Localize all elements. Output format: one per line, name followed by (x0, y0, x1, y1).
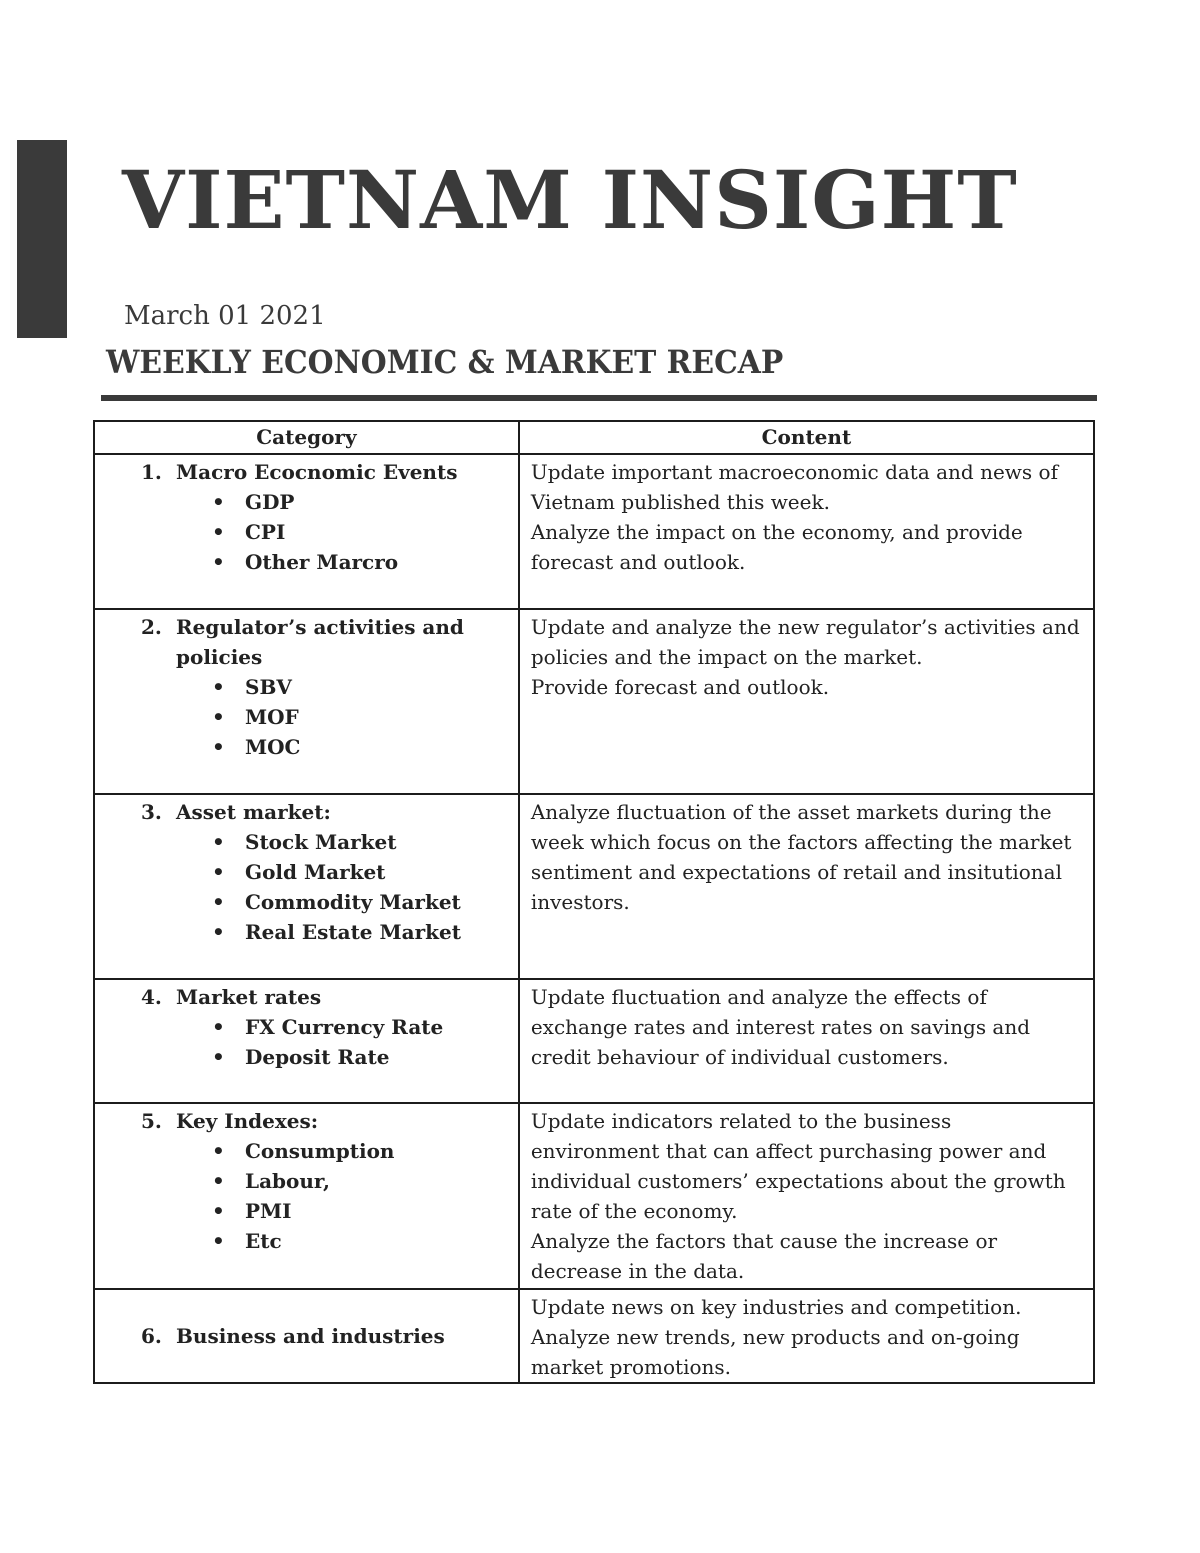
category-subitems (141, 1136, 518, 1256)
list-item: • Consumption (212, 1136, 518, 1166)
content-cell (519, 609, 1094, 794)
table-row (94, 1289, 1094, 1383)
category-number: 4. (141, 985, 162, 1009)
content-paragraph: Analyze the impact on the economy, and provide forecast and outlook. (530, 520, 1023, 574)
category-title: Market rates (176, 985, 322, 1009)
bullet-icon: • (212, 675, 225, 699)
category-title: Business and industries (176, 1324, 445, 1348)
table-row (94, 794, 1094, 979)
content-cell (519, 1103, 1094, 1289)
bullet-icon: • (212, 550, 225, 574)
category-number: 5. (141, 1109, 162, 1133)
bullet-icon: • (212, 830, 225, 854)
category-subitems (141, 1012, 518, 1072)
category-number: 6. (141, 1324, 162, 1348)
category-cell (94, 794, 519, 979)
list-item: • Other Marcro (212, 547, 518, 577)
content-cell (519, 454, 1094, 609)
list-item: • GDP (212, 487, 518, 517)
category-title: Asset market: (176, 800, 331, 824)
table-row (94, 979, 1094, 1103)
category-title: Macro Ecocnomic Events (176, 460, 458, 484)
list-item: • Commodity Market (212, 887, 518, 917)
category-cell (94, 454, 519, 609)
bullet-icon: • (212, 705, 225, 729)
content-paragraph: Update important macroeconomic data and news of Vietnam published this week. (530, 460, 1058, 514)
category-title: Regulator’s activities and policies (176, 615, 464, 669)
table-row (94, 1103, 1094, 1289)
bullet-icon: • (212, 520, 225, 544)
category-cell (94, 1289, 519, 1383)
list-item: • Stock Market (212, 827, 518, 857)
list-item: • Gold Market (212, 857, 518, 887)
category-number: 3. (141, 800, 162, 824)
report-date: March 01 2021 (124, 301, 326, 331)
bullet-icon: • (212, 1199, 225, 1223)
content-cell (519, 794, 1094, 979)
category-subitems (141, 672, 518, 762)
list-item: • FX Currency Rate (212, 1012, 518, 1042)
bullet-icon: • (212, 1139, 225, 1163)
content-paragraph: Provide forecast and outlook. (530, 675, 830, 699)
content-paragraph: Analyze new trends, new products and on-going market promotions. (530, 1325, 1020, 1379)
table-row (94, 454, 1094, 609)
category-number: 2. (141, 615, 162, 639)
list-item: • Deposit Rate (212, 1042, 518, 1072)
report-subtitle: WEEKLY ECONOMIC & MARKET RECAP (106, 343, 784, 381)
column-header-content: Content (519, 421, 1094, 454)
list-item: • Etc (212, 1226, 518, 1256)
bullet-icon: • (212, 1045, 225, 1069)
category-number: 1. (141, 460, 162, 484)
list-item: • PMI (212, 1196, 518, 1226)
content-paragraph: Update news on key industries and competition. (530, 1295, 1022, 1319)
category-cell (94, 1103, 519, 1289)
category-subitems (141, 487, 518, 577)
content-cell (519, 979, 1094, 1103)
bullet-icon: • (212, 1229, 225, 1253)
content-cell (519, 1289, 1094, 1383)
table-row (94, 609, 1094, 794)
content-paragraph: Analyze fluctuation of the asset markets during the week which focus on the factors affecting the market sentiment and expectations of retail and insitutional investors. (530, 800, 1072, 914)
content-paragraph: Analyze the factors that cause the increase or decrease in the data. (530, 1229, 998, 1283)
bullet-icon: • (212, 860, 225, 884)
bullet-icon: • (212, 490, 225, 514)
category-cell (94, 979, 519, 1103)
recap-table (93, 420, 1095, 1384)
list-item: • MOF (212, 702, 518, 732)
list-item: • Labour, (212, 1166, 518, 1196)
category-title: Key Indexes: (176, 1109, 319, 1133)
title-divider (101, 395, 1097, 401)
bullet-icon: • (212, 735, 225, 759)
list-item: • Real Estate Market (212, 917, 518, 947)
bullet-icon: • (212, 1015, 225, 1039)
table-header-row (94, 421, 1094, 454)
list-item: • SBV (212, 672, 518, 702)
list-item: • CPI (212, 517, 518, 547)
column-header-category: Category (94, 421, 519, 454)
category-subitems (141, 827, 518, 947)
list-item: • MOC (212, 732, 518, 762)
bullet-icon: • (212, 1169, 225, 1193)
bullet-icon: • (212, 890, 225, 914)
content-paragraph: Update indicators related to the business environment that can affect purchasing power and individual customers’ expectations about the growth rate of the economy. (530, 1109, 1066, 1223)
content-paragraph: Update and analyze the new regulator’s activities and policies and the impact on the market. (530, 615, 1080, 669)
bullet-icon: • (212, 920, 225, 944)
content-paragraph: Update fluctuation and analyze the effects of exchange rates and interest rates on savings and credit behaviour of individual customers. (530, 985, 1031, 1069)
report-title: VIETNAM INSIGHT (122, 153, 1018, 247)
side-accent-bar (17, 140, 67, 338)
category-cell (94, 609, 519, 794)
